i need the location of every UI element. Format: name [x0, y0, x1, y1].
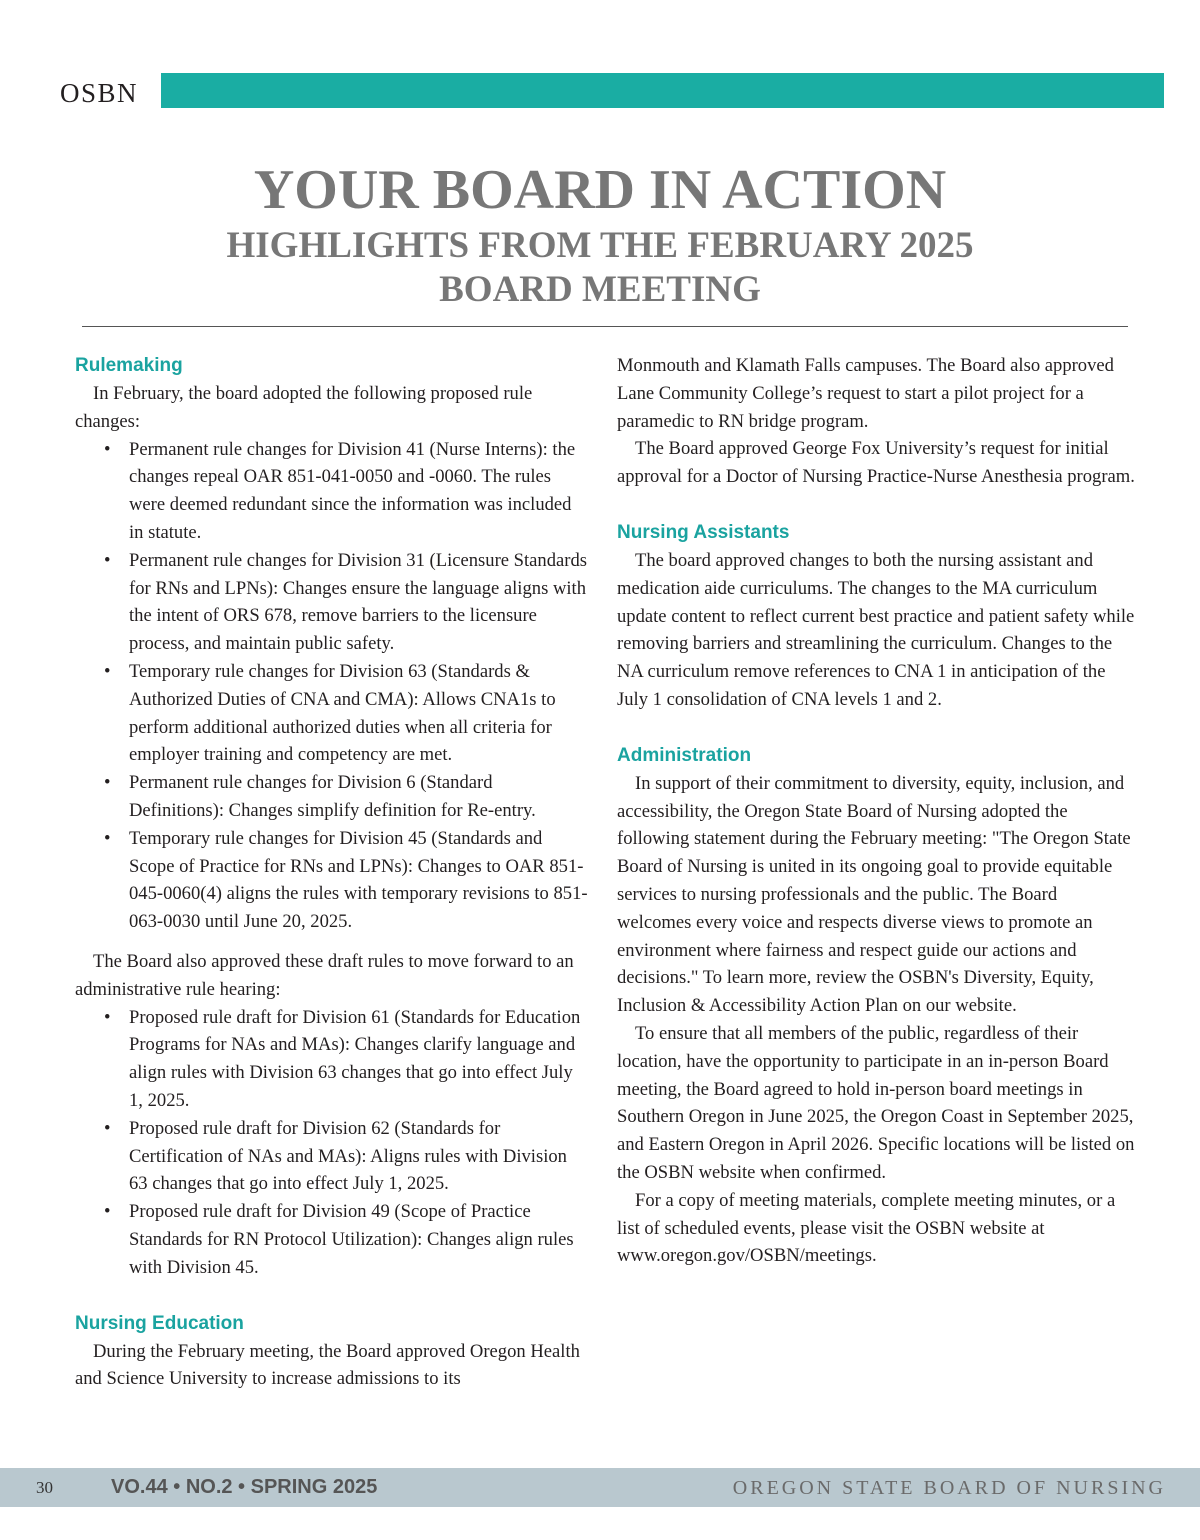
administration-para-1: In support of their commitment to diversity, equity, inclusion, and accessibility, the Oregon State Board of Nursing adopted the following statement during the February meeting: "The Oregon State Board of Nursing is united in its ongoing goal to provide equitable services to nursing professionals and the public. The Board welcomes every voice and respects diverse views to promote an environment where fairness and respect guide our actions and decisions." To learn more, review the OSBN's Diversity, Equity, Inclusion & Accessibility Action Plan on our website.: [617, 772, 1131, 1017]
administration-heading: Administration: [617, 744, 752, 766]
left-column: [75, 352, 590, 1393]
title-divider: [82, 326, 1128, 327]
page-number: 30: [36, 1478, 53, 1497]
nursing-education-para-2: The Board approved George Fox University’s request for initial approval for a Doctor of Nursing Practice-Nurse Anesthesia program.: [617, 438, 1135, 488]
nursing-education-para-1: During the February meeting, the Board approved Oregon Health and Science University to increase admissions to its: [75, 1340, 580, 1390]
issue-volume: VO.44 • NO.2 • SPRING 2025: [111, 1476, 378, 1498]
list-item: • Proposed rule draft for Division 62 (Standards for Certification of NAs and MAs): Aligns rules with Division 63 changes that go into effect July 1, 2025.: [129, 1115, 590, 1198]
list-item: • Permanent rule changes for Division 41 (Nurse Interns): the changes repeal OAR 851-041-0050 and -0060. The rules were deemed redundant since the information was included in statute.: [129, 436, 590, 547]
list-item: • Permanent rule changes for Division 6 (Standard Definitions): Changes simplify definition for Re-entry.: [129, 769, 590, 825]
administration-para-2: To ensure that all members of the public, regardless of their location, have the opportunity to participate in an in-person Board meeting, the Board agreed to hold in-person board meetings in Southern Oregon in June 2025, the Oregon Coast in September 2025, and Eastern Oregon in April 2026. Specific locations will be listed on the OSBN website when confirmed.: [617, 1022, 1135, 1183]
rulemaking-heading: Rulemaking: [75, 355, 183, 376]
page-footer: [0, 1468, 1200, 1507]
administration-para-3: For a copy of meeting materials, complete meeting minutes, or a list of scheduled events, please visit the OSBN website at www.oregon.gov/OSBN/meetings.: [617, 1189, 1116, 1267]
list-item: • Proposed rule draft for Division 49 (Scope of Practice Standards for RN Protocol Utilization): Changes align rules with Division 45.: [129, 1198, 590, 1281]
right-column: [617, 352, 1135, 1270]
nursing-education-heading: Nursing Education: [75, 1312, 244, 1334]
draft-rules-list: [75, 1004, 590, 1282]
header-accent-bar: [161, 73, 1164, 108]
draft-rules-intro: The Board also approved these draft rules to move forward to an administrative rule hearing:: [75, 950, 574, 1000]
nursing-assistants-para: The board approved changes to both the nursing assistant and medication aide curriculums. The changes to the MA curriculum update content to reflect current best practice and patient safety while removing barriers and streamlining the curriculum. Changes to the NA curriculum remove references to CNA 1 in anticipation of the July 1 consolidation of CNA levels 1 and 2.: [617, 549, 1135, 710]
page-title: YOUR BOARD IN ACTION: [253, 159, 947, 221]
page-subtitle: [0, 224, 1200, 312]
nursing-education-para-1-cont: Monmouth and Klamath Falls campuses. The Board also approved Lane Community College’s request to start a pilot project for a paramedic to RN bridge program.: [617, 355, 1114, 432]
list-item: • Temporary rule changes for Division 45 (Standards and Scope of Practice for RNs and LPNs): Changes to OAR 851-045-0060(4) aligns the rules with temporary revisions to 851-063-0030 until June 20, 2025.: [129, 825, 590, 936]
rulemaking-intro: In February, the board adopted the following proposed rule changes:: [75, 383, 533, 432]
list-item: • Temporary rule changes for Division 63 (Standards & Authorized Duties of CNA and CMA): Allows CNA1s to perform additional authorized duties when all criteria for employer training and competency are met.: [129, 658, 590, 769]
list-item: • Proposed rule draft for Division 61 (Standards for Education Programs for NAs and MAs): Changes clarify language and align rules with Division 63 changes that go into effect July 1, 2025.: [129, 1004, 590, 1115]
organization-name: OREGON STATE BOARD OF NURSING: [732, 1477, 1166, 1499]
header-osbn-label: OSBN: [60, 78, 139, 108]
subtitle-line-2: BOARD MEETING: [439, 269, 761, 310]
list-item: • Permanent rule changes for Division 31 (Licensure Standards for RNs and LPNs): Changes ensure the language aligns with the intent of ORS 678, remove barriers to the licensure process, and maintain public safety.: [129, 547, 590, 658]
subtitle-line-1: HIGHLIGHTS FROM THE FEBRUARY 2025: [226, 225, 974, 266]
rule-changes-list: [75, 436, 590, 936]
nursing-assistants-heading: Nursing Assistants: [617, 521, 790, 543]
